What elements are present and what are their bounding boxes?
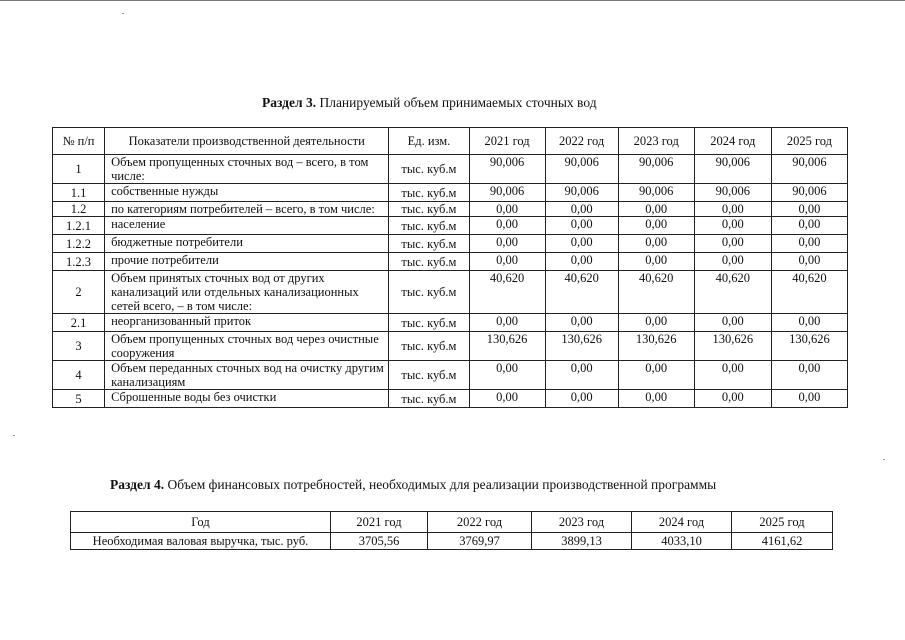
row-unit: тыс. куб.м: [389, 332, 469, 361]
table-row: [53, 235, 848, 253]
section3-title: [262, 95, 597, 111]
value-2025: 0,00: [771, 253, 847, 271]
value-2025: 90,006: [771, 155, 847, 184]
row-unit: тыс. куб.м: [389, 253, 469, 271]
header-year-2024: 2024 год: [632, 512, 732, 533]
value-2025: 0,00: [771, 361, 847, 390]
row-number: 1.2.2: [53, 235, 105, 253]
value-2025: 0,00: [771, 314, 847, 332]
value-2024: 0,00: [694, 253, 771, 271]
value-2022: 90,006: [545, 155, 618, 184]
scan-top-border: [0, 0, 905, 1]
value-2025: 0,00: [771, 202, 847, 217]
row-number: 1.2: [53, 202, 105, 217]
row-indicator: население: [105, 217, 389, 235]
header-year-2022: 2022 год: [428, 512, 532, 533]
value-2022: 90,006: [545, 184, 618, 202]
header-year-2025: 2025 год: [771, 128, 847, 155]
value-2022: 0,00: [545, 202, 618, 217]
row-unit: тыс. куб.м: [389, 390, 469, 408]
scan-speck: [122, 13, 124, 14]
row-number: 1.1: [53, 184, 105, 202]
table-row: [53, 271, 848, 314]
header-year-2023: 2023 год: [532, 512, 632, 533]
value-2025: 0,00: [771, 390, 847, 408]
header-number: № п/п: [53, 128, 105, 155]
scan-speck: [883, 459, 885, 460]
row-number: 4: [53, 361, 105, 390]
revenue-2022: 3769,97: [428, 533, 532, 550]
row-number: 5: [53, 390, 105, 408]
row-unit: тыс. куб.м: [389, 217, 469, 235]
section3-title-text: Планируемый объем принимаемых сточных вод: [316, 95, 597, 110]
row-unit: тыс. куб.м: [389, 184, 469, 202]
value-2022: 0,00: [545, 217, 618, 235]
row-indicator: Объем принятых сточных вод от других канализаций или отдельных канализационных сетей всего, – в том числе:: [105, 271, 389, 314]
table-row: [53, 390, 848, 408]
value-2023: 0,00: [618, 235, 694, 253]
row-number: 1: [53, 155, 105, 184]
value-2024: 0,00: [694, 390, 771, 408]
value-2024: 40,620: [694, 271, 771, 314]
header-year-2024: 2024 год: [694, 128, 771, 155]
value-2021: 0,00: [469, 390, 545, 408]
row-number: 3: [53, 332, 105, 361]
value-2022: 0,00: [545, 235, 618, 253]
value-2024: 0,00: [694, 202, 771, 217]
table-row: [53, 184, 848, 202]
value-2022: 0,00: [545, 390, 618, 408]
row-indicator: Сброшенные воды без очистки: [105, 390, 389, 408]
value-2023: 0,00: [618, 390, 694, 408]
header-year-2021: 2021 год: [469, 128, 545, 155]
header-year-2025: 2025 год: [732, 512, 833, 533]
table-row: [53, 155, 848, 184]
value-2025: 0,00: [771, 217, 847, 235]
header-year-2023: 2023 год: [618, 128, 694, 155]
value-2021: 0,00: [469, 314, 545, 332]
value-2022: 0,00: [545, 361, 618, 390]
value-2021: 0,00: [469, 202, 545, 217]
table-row: [53, 217, 848, 235]
value-2023: 0,00: [618, 253, 694, 271]
value-2023: 40,620: [618, 271, 694, 314]
value-2025: 0,00: [771, 235, 847, 253]
row-indicator: бюджетные потребители: [105, 235, 389, 253]
value-2021: 0,00: [469, 235, 545, 253]
table-row: [53, 314, 848, 332]
row-indicator: прочие потребители: [105, 253, 389, 271]
table-row: [53, 202, 848, 217]
section4-title-bold: Раздел 4.: [110, 477, 165, 492]
row-unit: тыс. куб.м: [389, 271, 469, 314]
value-2021: 130,626: [469, 332, 545, 361]
value-2021: 40,620: [469, 271, 545, 314]
value-2024: 0,00: [694, 217, 771, 235]
section4-table: [70, 511, 833, 550]
revenue-2025: 4161,62: [732, 533, 833, 550]
revenue-2021: 3705,56: [331, 533, 428, 550]
value-2022: 40,620: [545, 271, 618, 314]
value-2021: 0,00: [469, 217, 545, 235]
revenue-2023: 3899,13: [532, 533, 632, 550]
section3-title-bold: Раздел 3.: [262, 95, 317, 110]
table-row: [71, 533, 833, 550]
value-2024: 130,626: [694, 332, 771, 361]
row-indicator: Объем пропущенных сточных вод – всего, в том числе:: [105, 155, 389, 184]
table-row: [53, 253, 848, 271]
value-2024: 0,00: [694, 361, 771, 390]
row-number: 2.1: [53, 314, 105, 332]
scan-speck: [13, 435, 15, 436]
value-2023: 0,00: [618, 217, 694, 235]
value-2025: 90,006: [771, 184, 847, 202]
row-indicator: Объем пропущенных сточных вод через очистные сооружения: [105, 332, 389, 361]
row-indicator: по категориям потребителей – всего, в том числе:: [105, 202, 389, 217]
row-number: 1.2.1: [53, 217, 105, 235]
table-row: [53, 332, 848, 361]
section4-title: [110, 477, 716, 493]
row-indicator: собственные нужды: [105, 184, 389, 202]
value-2023: 0,00: [618, 361, 694, 390]
value-2025: 130,626: [771, 332, 847, 361]
row-unit: тыс. куб.м: [389, 235, 469, 253]
row-unit: тыс. куб.м: [389, 202, 469, 217]
value-2024: 90,006: [694, 155, 771, 184]
header-year-2021: 2021 год: [331, 512, 428, 533]
value-2022: 0,00: [545, 314, 618, 332]
value-2024: 0,00: [694, 235, 771, 253]
row-unit: тыс. куб.м: [389, 155, 469, 184]
section4-title-text: Объем финансовых потребностей, необходимых для реализации производственной программы: [164, 477, 717, 492]
row-indicator: неорганизованный приток: [105, 314, 389, 332]
value-2024: 90,006: [694, 184, 771, 202]
value-2023: 130,626: [618, 332, 694, 361]
value-2023: 90,006: [618, 184, 694, 202]
value-2023: 90,006: [618, 155, 694, 184]
row-number: 2: [53, 271, 105, 314]
value-2025: 40,620: [771, 271, 847, 314]
header-unit: Ед. изм.: [389, 128, 469, 155]
header-indicator: Показатели производственной деятельности: [105, 128, 389, 155]
value-2022: 0,00: [545, 253, 618, 271]
row-unit: тыс. куб.м: [389, 314, 469, 332]
value-2021: 0,00: [469, 361, 545, 390]
row-number: 1.2.3: [53, 253, 105, 271]
header-year-2022: 2022 год: [545, 128, 618, 155]
revenue-row-label: Необходимая валовая выручка, тыс. руб.: [71, 533, 331, 550]
value-2023: 0,00: [618, 202, 694, 217]
value-2021: 90,006: [469, 184, 545, 202]
value-2023: 0,00: [618, 314, 694, 332]
section3-header-row: [53, 128, 848, 155]
section4-header-row: [71, 512, 833, 533]
row-unit: тыс. куб.м: [389, 361, 469, 390]
row-indicator: Объем переданных сточных вод на очистку другим канализациям: [105, 361, 389, 390]
section3-table: [52, 127, 848, 408]
value-2022: 130,626: [545, 332, 618, 361]
header-year-label: Год: [71, 512, 331, 533]
revenue-2024: 4033,10: [632, 533, 732, 550]
value-2024: 0,00: [694, 314, 771, 332]
value-2021: 90,006: [469, 155, 545, 184]
value-2021: 0,00: [469, 253, 545, 271]
table-row: [53, 361, 848, 390]
